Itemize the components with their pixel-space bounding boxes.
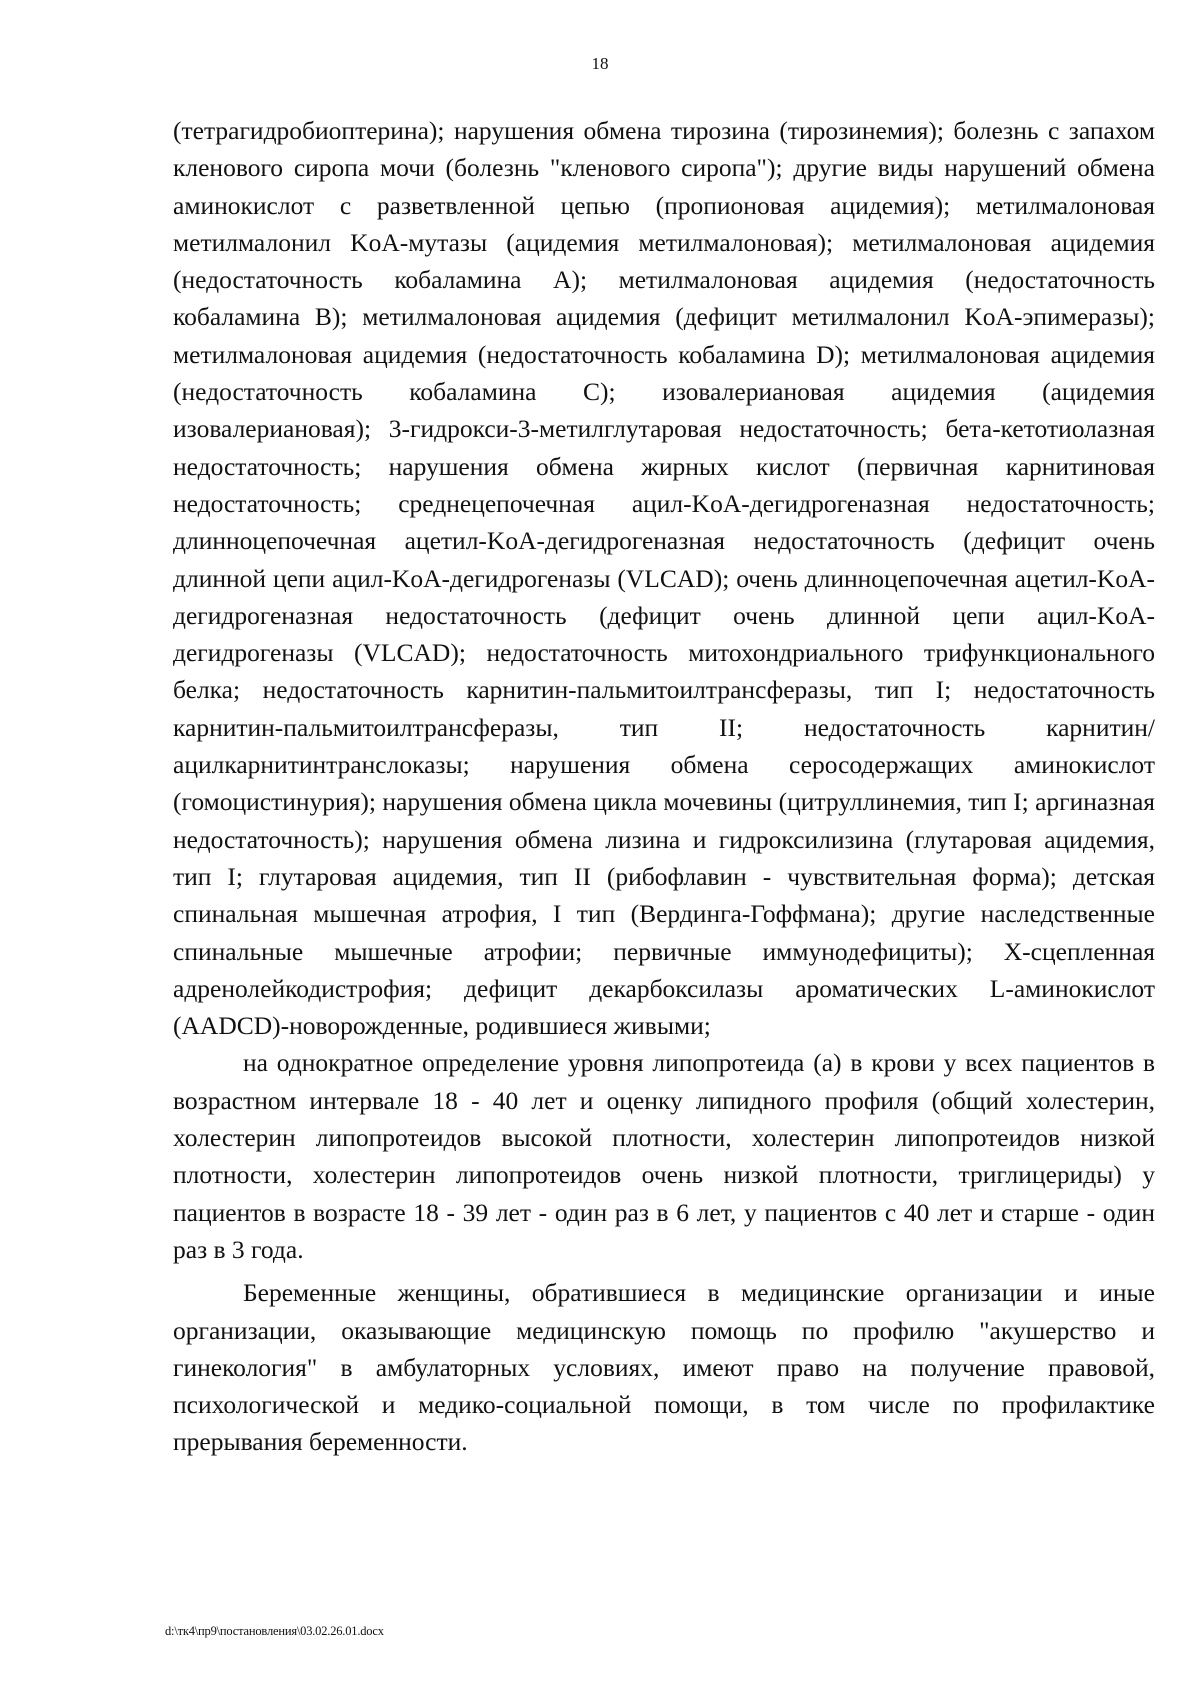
paragraph-pregnant-women: Беременные женщины, обратившиеся в медицинские организации и иные организации, оказывающие медицинскую помощь по профилю "акушерство и гинекология" в амбулаторных условиях, имеют право на получение правовой, психологической и медико-социальной помощи, в том числе по профилактике прерывания беременности. [173,1278,1155,1457]
page-number: 18 [591,54,609,73]
footer-file-path: d:\тк4\пр9\постановления\03.02.26.01.docx [165,1624,384,1638]
paragraph-disease-list: (тетрагидробиоптерина); нарушения обмена тирозина (тирозинемия); болезнь с запахом кленового сиропа мочи (болезнь "кленового сиропа"); другие виды нарушений обмена аминокислот с разветвленной цепью (пропионовая ацидемия); метилмалоновая метилмалонил KoA-мутазы (ацидемия метилмалоновая); метилмалоновая ацидемия (недостаточность кобаламина A); метилмалоновая ацидемия (недостаточность кобаламина B); метилмалоновая ацидемия (дефицит метилмалонил KoA-эпимеразы); метилмалоновая ацидемия (недостаточность кобаламина D); метилмалоновая ацидемия (недостаточность кобаламина C); изовалериановая ацидемия (ацидемия изовалериановая); 3-гидрокси-3-метилглутаровая недостаточность; бета-кетотиолазная недостаточность; нарушения обмена жирных кислот (первичная карнитиновая недостаточность; среднецепочечная ацил-KoA-дегидрогеназная недостаточность; длинноцепочечная ацетил-KoA-дегидрогеназная недостаточность (дефицит очень длинной цепи ацил-KoA-дегидрогеназы (VLCAD); очень длинноцепочечная ацетил-KoA-дегидрогеназная недостаточность (дефицит очень длинной цепи ацил-KoA-дегидрогеназы (VLCAD); недостаточность митохондриального трифункционального белка; недостаточность карнитин-пальмитоилтрансферазы, тип I; недостаточность карнитин-пальмитоилтрансферазы, тип II; недостаточность карнитин/ацилкарнитинтранслоказы; нарушения обмена серосодержащих аминокислот (гомоцистинурия); нарушения обмена цикла мочевины (цитруллинемия, тип I; аргиназная недостаточность); нарушения обмена лизина и гидроксилизина (глутаровая ацидемия, тип I; глутаровая ацидемия, тип II (рибофлавин - чувствительная форма); детская спинальная мышечная атрофия, I тип (Вердинга-Гоффмана); другие наследственные спинальные мышечные атрофии; первичные иммунодефициты); X-сцепленная адренолейкодистрофия; дефицит декарбоксилазы ароматических L-аминокислот (AADCD)-новорожденные, родившиеся живыми; [173,116,1155,1041]
document-body [173,112,1155,1461]
paragraph-lipid-screening: на однократное определение уровня липопротеида (a) в крови у всех пациентов в возрастном интервале 18 - 40 лет и оценку липидного профиля (общий холестерин, холестерин липопротеидов высокой плотности, холестерин липопротеидов низкой плотности, холестерин липопротеидов очень низкой плотности, триглицериды) у пациентов в возрасте 18 - 39 лет - один раз в 6 лет, у пациентов с 40 лет и старше - один раз в 3 года. [173,1048,1155,1264]
